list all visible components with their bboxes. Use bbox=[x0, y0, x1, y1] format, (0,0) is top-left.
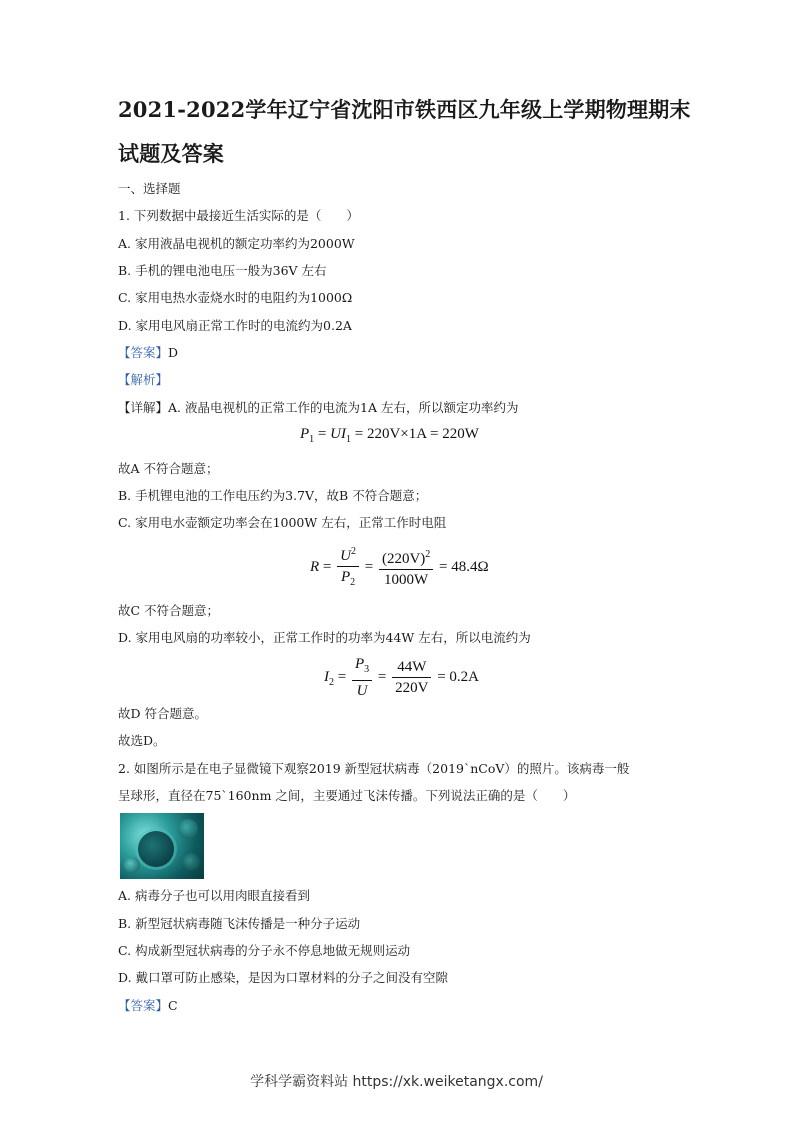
q1-option-d: D. 家用电风扇正常工作时的电流约为0.2A bbox=[118, 318, 352, 333]
virus-photo bbox=[120, 813, 204, 879]
footer-watermark: 学科学霸资料站 https://xk.weiketangx.com/ bbox=[250, 1074, 543, 1090]
formula3-i: I bbox=[324, 668, 329, 685]
q2-option-c: C. 构成新型冠状病毒的分子永不停息地做无规则运动 bbox=[118, 943, 411, 958]
formula3-eq1: = bbox=[334, 668, 350, 685]
formula1-p-sub: 1 bbox=[309, 434, 315, 445]
analysis-tag: 【解析】 bbox=[118, 372, 169, 387]
formula2-num2-sup: 2 bbox=[425, 549, 431, 560]
formula2-frac1 bbox=[337, 543, 359, 592]
answer-tag: 【答案】 bbox=[118, 345, 169, 360]
document-title-line2: 试题及答案 bbox=[118, 141, 224, 166]
formula3-num1-sub: 3 bbox=[364, 664, 370, 675]
q1-option-a: A. 家用液晶电视机的额定功率约为2000W bbox=[118, 236, 355, 251]
q2-answer-tag: 【答案】 bbox=[118, 998, 169, 1013]
formula3-rhs: = 0.2A bbox=[433, 668, 479, 685]
formula3-den1: U bbox=[356, 683, 368, 699]
q2-answer bbox=[118, 999, 178, 1013]
formula-current bbox=[324, 655, 479, 700]
formula3-den2: 220V bbox=[395, 680, 429, 696]
formula1-rhs: = 220V×1A = 220W bbox=[350, 426, 479, 442]
q2-stem-line2: 呈球形，直径在75`160nm 之间，主要通过飞沫传播。下列说法正确的是（ ） bbox=[118, 788, 576, 803]
q1-b-text: B. 手机锂电池的工作电压约为3.7V，故B 不符合题意； bbox=[118, 488, 428, 503]
q1-analysis-tag bbox=[118, 373, 168, 387]
formula2-den1-sub: 2 bbox=[350, 577, 356, 588]
document-title-line1: 2021-2022学年辽宁省沈阳市铁西区九年级上学期物理期末 bbox=[118, 97, 691, 122]
formula3-eq2: = bbox=[374, 668, 391, 685]
q2-answer-value: C bbox=[168, 998, 178, 1013]
formula2-r: R bbox=[310, 558, 320, 575]
formula1-i-sub: 1 bbox=[345, 434, 351, 445]
q1-c-conclusion: 故C 不符合题意； bbox=[118, 603, 220, 618]
q1-option-b: B. 手机的锂电池电压一般为36V 左右 bbox=[118, 263, 327, 278]
q1-c-text: C. 家用电水壶额定功率会在1000W 左右，正常工作时电阻 bbox=[118, 515, 447, 530]
q1-stem: 1. 下列数据中最接近生活实际的是（ ） bbox=[118, 208, 359, 223]
formula2-num1-sup: 2 bbox=[350, 546, 356, 557]
formula3-num1: P bbox=[354, 656, 365, 672]
answer-value: D bbox=[168, 345, 179, 360]
formula3-i-sub: 2 bbox=[329, 676, 334, 688]
q2-option-d: D. 戴口罩可防止感染，是因为口罩材料的分子之间没有空隙 bbox=[118, 970, 449, 985]
formula3-frac1 bbox=[352, 655, 372, 700]
q1-answer bbox=[118, 346, 178, 360]
q2-stem-line1: 2. 如图所示是在电子显微镜下观察2019 新型冠状病毒（2019`nCoV）的照片。该病毒一般 bbox=[118, 761, 630, 776]
detail-tag: 【详解】 bbox=[118, 400, 169, 415]
formula2-frac2 bbox=[379, 546, 433, 589]
formula-power bbox=[300, 426, 479, 445]
q1-d-text: D. 家用电风扇的功率较小，正常工作时的功率为44W 左右，所以电流约为 bbox=[118, 630, 531, 645]
formula3-num2: 44W bbox=[392, 658, 431, 678]
formula2-num1: U bbox=[340, 548, 351, 564]
formula2-eq1: = bbox=[319, 558, 336, 575]
formula2-num2: (220V) bbox=[381, 551, 426, 567]
section-heading: 一、选择题 bbox=[118, 181, 181, 196]
formula2-den2: 1000W bbox=[384, 572, 429, 588]
q1-a-conclusion: 故A 不符合题意； bbox=[118, 461, 219, 476]
q1-detail-a bbox=[118, 401, 518, 415]
detail-a-text: A. 液晶电视机的正常工作的电流为1A 左右，所以额定功率约为 bbox=[168, 400, 519, 415]
q2-option-a: A. 病毒分子也可以用肉眼直接看到 bbox=[118, 888, 310, 903]
q1-d-conclusion: 故D 符合题意。 bbox=[118, 706, 207, 721]
formula1-u: U bbox=[330, 426, 341, 442]
formula1-eq: = bbox=[314, 426, 331, 442]
formula1-p: P bbox=[300, 426, 310, 442]
formula-resistance bbox=[310, 543, 489, 592]
formula2-eq2: = bbox=[360, 558, 377, 575]
formula1-i: I bbox=[340, 426, 346, 442]
formula2-rhs: = 48.4Ω bbox=[435, 558, 489, 575]
formula3-frac2 bbox=[392, 658, 431, 697]
formula2-den1: P bbox=[340, 569, 351, 585]
q1-option-c: C. 家用电热水壶烧水时的电阻约为1000Ω bbox=[118, 290, 353, 305]
q2-option-b: B. 新型冠状病毒随飞沫传播是一种分子运动 bbox=[118, 916, 361, 931]
q1-final: 故选D。 bbox=[118, 733, 166, 748]
